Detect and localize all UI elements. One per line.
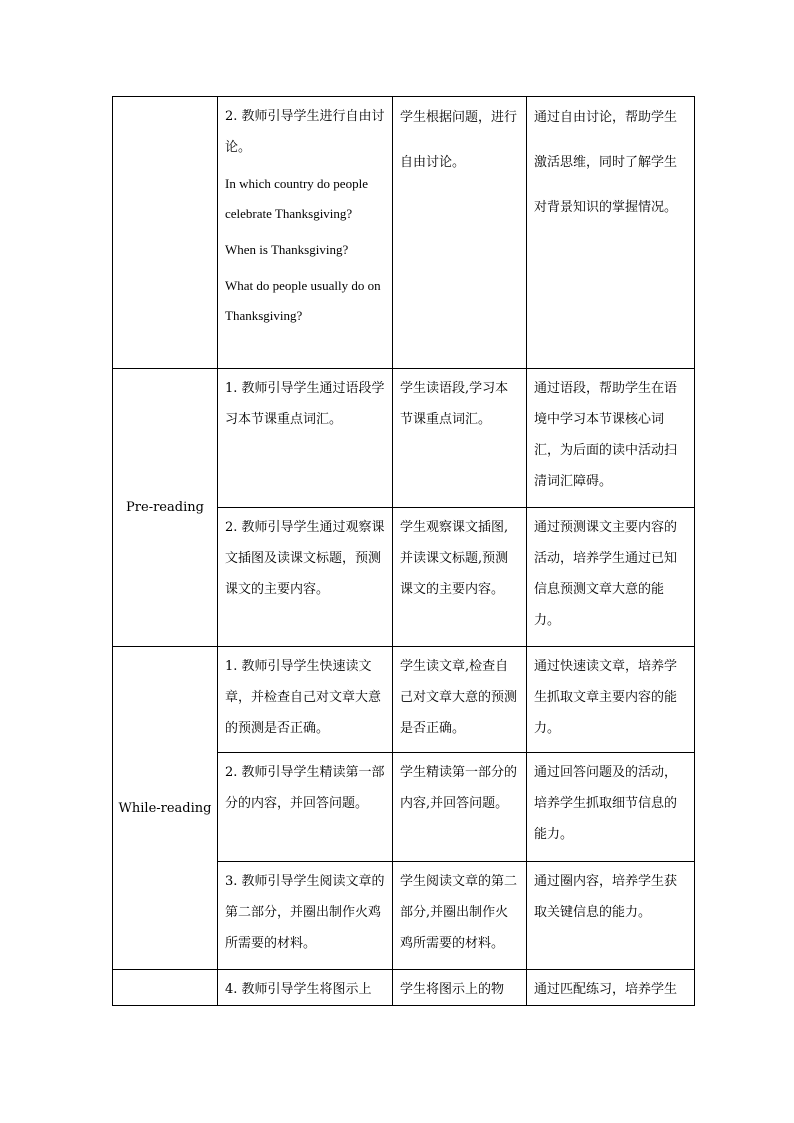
teacher-activity-text: 3. 教师引导学生阅读文章的第二部分，并圈出制作火鸡所需要的材料。 bbox=[225, 874, 385, 951]
teacher-activity-text: 1. 教师引导学生通过语段学习本节课重点词汇。 bbox=[225, 381, 385, 427]
purpose-text: 通过自由讨论，帮助学生激活思维，同时了解学生对背景知识的掌握情况。 bbox=[534, 110, 678, 215]
student-activity-cell bbox=[393, 753, 527, 862]
teacher-activity-text: 4. 教师引导学生将图示上 bbox=[225, 982, 372, 997]
teacher-activity-text: 1. 教师引导学生快速读文章，并检查自己对文章大意的预测是否正确。 bbox=[225, 659, 382, 736]
student-activity-cell bbox=[393, 97, 527, 369]
student-activity-text: 学生阅读文章的第二部分,并圈出制作火鸡所需要的材料。 bbox=[400, 874, 518, 951]
stage-cell-empty bbox=[113, 970, 218, 1006]
purpose-cell bbox=[527, 647, 695, 753]
stage-while-reading: While-reading bbox=[113, 647, 218, 970]
student-activity-text: 学生精读第一部分的内容,并回答问题。 bbox=[400, 765, 518, 811]
student-activity-text: 学生根据问题，进行自由讨论。 bbox=[400, 110, 518, 170]
teacher-activity-cell bbox=[218, 753, 393, 862]
student-activity-cell bbox=[393, 647, 527, 753]
question-3: What do people usually do on Thanksgiving? bbox=[225, 278, 381, 323]
teacher-activity-cell bbox=[218, 970, 393, 1006]
student-activity-cell bbox=[393, 970, 527, 1006]
purpose-cell bbox=[527, 970, 695, 1006]
stage-cell-empty bbox=[113, 97, 218, 369]
purpose-cell bbox=[527, 862, 695, 970]
teacher-activity-cell bbox=[218, 862, 393, 970]
teacher-activity-cell bbox=[218, 647, 393, 753]
purpose-cell bbox=[527, 369, 695, 508]
purpose-text: 通过匹配练习，培养学生 bbox=[534, 982, 678, 997]
teacher-activity-cell bbox=[218, 369, 393, 508]
student-activity-cell bbox=[393, 508, 527, 647]
lesson-plan-table bbox=[112, 96, 695, 1006]
purpose-cell bbox=[527, 753, 695, 862]
table-row bbox=[113, 647, 695, 753]
purpose-cell bbox=[527, 97, 695, 369]
purpose-text: 通过回答问题及的活动，培养学生抓取细节信息的能力。 bbox=[534, 765, 678, 842]
teacher-activity-cell bbox=[218, 97, 393, 369]
table-row bbox=[113, 369, 695, 508]
purpose-text: 通过语段，帮助学生在语境中学习本节课核心词汇，为后面的读中活动扫清词汇障碍。 bbox=[534, 381, 678, 489]
student-activity-text: 学生观察课文插图,并读课文标题,预测课文的主要内容。 bbox=[400, 520, 509, 597]
student-activity-cell bbox=[393, 862, 527, 970]
student-activity-text: 学生将图示上的物 bbox=[400, 982, 505, 997]
teacher-activity-text: 2. 教师引导学生通过观察课文插图及读课文标题，预测课文的主要内容。 bbox=[225, 520, 385, 597]
table-row bbox=[113, 97, 695, 369]
teacher-activity-text: 2. 教师引导学生精读第一部分的内容，并回答问题。 bbox=[225, 765, 385, 811]
teacher-activity-cell bbox=[218, 508, 393, 647]
student-activity-text: 学生读文章,检查自己对文章大意的预测是否正确。 bbox=[400, 659, 518, 736]
student-activity-cell bbox=[393, 369, 527, 508]
teacher-activity-text: 2. 教师引导学生进行自由讨论。 bbox=[225, 109, 385, 155]
question-1: In which country do people celebrate Thanksgiving? bbox=[225, 176, 368, 221]
table-row bbox=[113, 970, 695, 1006]
purpose-cell bbox=[527, 508, 695, 647]
student-activity-text: 学生读语段,学习本节课重点词汇。 bbox=[400, 381, 509, 427]
purpose-text: 通过圈内容，培养学生获取关键信息的能力。 bbox=[534, 874, 678, 920]
purpose-text: 通过预测课文主要内容的活动，培养学生通过已知信息预测文章大意的能力。 bbox=[534, 520, 678, 628]
purpose-text: 通过快速读文章，培养学生抓取文章主要内容的能力。 bbox=[534, 659, 678, 736]
question-2: When is Thanksgiving? bbox=[225, 242, 349, 257]
stage-pre-reading: Pre-reading bbox=[113, 369, 218, 647]
